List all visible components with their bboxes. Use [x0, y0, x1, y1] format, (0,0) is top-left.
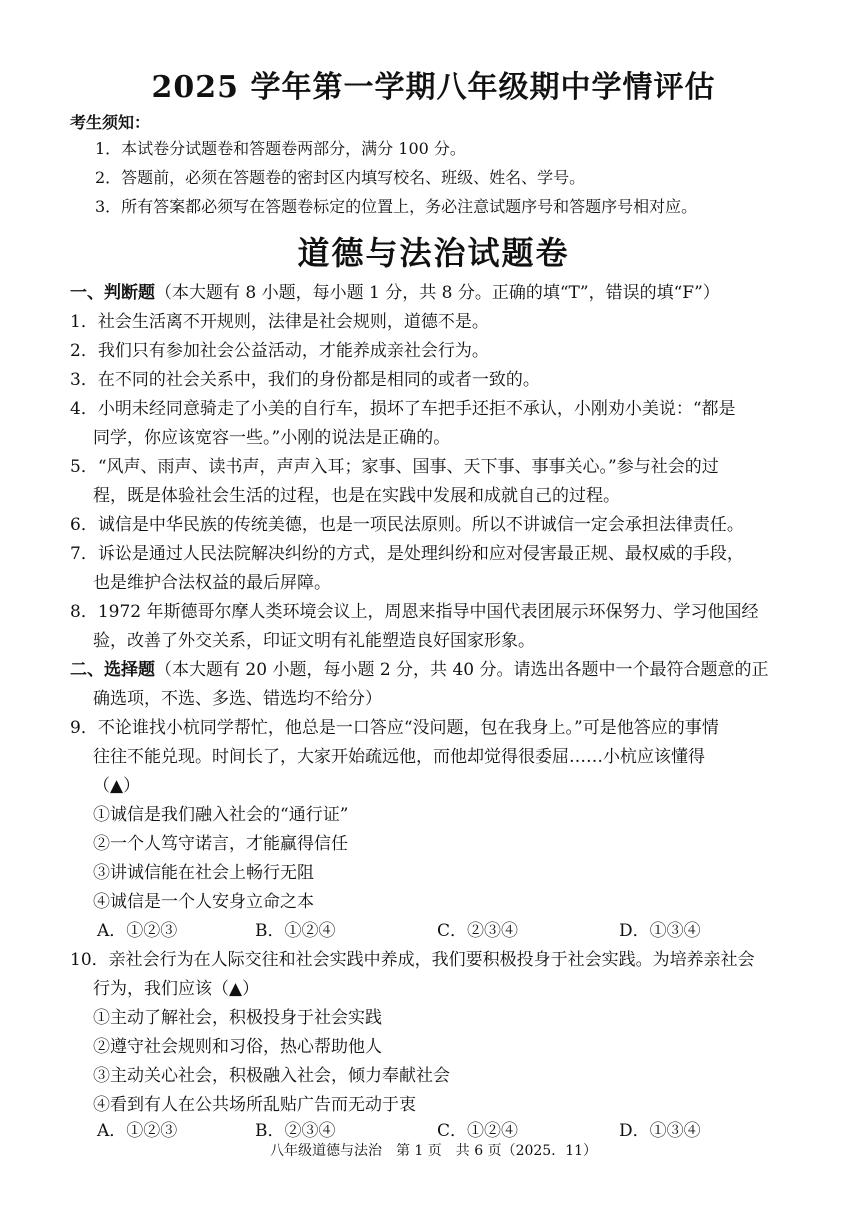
- section-1-desc: （本大题有 8 小题，每小题 1 分，共 8 分。正确的填“T”，错误的填“F”）: [155, 283, 720, 303]
- notice-heading: 考生须知：: [70, 113, 151, 132]
- q9-statement: ②一个人笃守诺言，才能赢得信任: [93, 834, 348, 854]
- option-d: D．①③④: [619, 1121, 701, 1141]
- question-line: 5．“风声、雨声、读书声，声声入耳；家事、国事、天下事、事事关心。”参与社会的过: [70, 457, 719, 477]
- option-b: B．②③④: [255, 1121, 336, 1141]
- q9-answer-blank: （▲）: [93, 776, 141, 796]
- paper-subtitle: 道德与法治试题卷: [297, 234, 570, 272]
- exam-title: 2025 学年第一学期八年级期中学情评估: [151, 70, 716, 105]
- page-footer: 八年级道德与法治 第 1 页 共 6 页（2025．11）: [269, 1143, 598, 1159]
- question-line: 8．1972 年斯德哥尔摩人类环境会议上，周恩来指导中国代表团展示环保努力、学习他国经: [70, 602, 759, 622]
- option-a: A．①②③: [97, 921, 178, 941]
- notice-item: 3．所有答案都必须写在答题卷标定的位置上，务必注意试题序号和答题序号相对应。: [95, 197, 698, 216]
- question-line: 同学，你应该宽容一些。”小刚的说法是正确的。: [93, 428, 451, 448]
- notice-item: 2．答题前，必须在答题卷的密封区内填写校名、班级、姓名、学号。: [95, 168, 586, 187]
- q10-statement: ③主动关心社会，积极融入社会，倾力奉献社会: [93, 1066, 450, 1086]
- section-2-desc: （本大题有 20 小题，每小题 2 分，共 40 分。请选出各题中一个最符合题意的正: [155, 660, 769, 680]
- q10-statement: ②遵守社会规则和习俗，热心帮助他人: [93, 1037, 382, 1057]
- section-2-desc-cont: 确选项，不选、多选、错选均不给分）: [93, 689, 382, 709]
- section-1-label: 一、判断题: [70, 283, 155, 303]
- question-line: 4．小明未经同意骑走了小美的自行车，损坏了车把手还拒不承认，小刚劝小美说：“都是: [70, 399, 736, 419]
- question-line: 验，改善了外交关系，印证文明有礼能塑造良好国家形象。: [93, 631, 535, 651]
- section-2-heading: [70, 656, 769, 684]
- option-b: B．①②④: [255, 921, 336, 941]
- notice-item: 1．本试卷分试题卷和答题卷两部分，满分 100 分。: [95, 139, 466, 158]
- option-c: C．①②④: [437, 1121, 519, 1141]
- question-line: 2．我们只有参加社会公益活动，才能养成亲社会行为。: [70, 341, 489, 361]
- q9-stem: 往往不能兑现。时间长了，大家开始疏远他，而他却觉得很委屈……小杭应该懂得: [93, 747, 705, 767]
- option-d: D．①③④: [619, 921, 701, 941]
- question-line: 3．在不同的社会关系中，我们的身份都是相同的或者一致的。: [70, 370, 540, 390]
- q10-statement: ④看到有人在公共场所乱贴广告而无动于衷: [93, 1095, 416, 1115]
- q10-stem: 行为，我们应该（▲）: [93, 979, 260, 999]
- q9-statement: ③讲诚信能在社会上畅行无阻: [93, 863, 314, 883]
- q10-statement: ①主动了解社会，积极投身于社会实践: [93, 1008, 382, 1028]
- question-line: 6．诚信是中华民族的传统美德，也是一项民法原则。所以不讲诚信一定会承担法律责任。: [70, 515, 744, 535]
- option-a: A．①②③: [97, 1121, 178, 1141]
- option-c: C．②③④: [437, 921, 519, 941]
- question-line: 7．诉讼是通过人民法院解决纠纷的方式，是处理纠纷和应对侵害最正规、最权威的手段，: [70, 544, 744, 564]
- question-line: 也是维护合法权益的最后屏障。: [93, 573, 331, 593]
- section-2-label: 二、选择题: [70, 660, 155, 680]
- question-line: 程，既是体验社会生活的过程，也是在实践中发展和成就自己的过程。: [93, 486, 620, 506]
- q9-statement: ④诚信是一个人安身立命之本: [93, 892, 314, 912]
- q10-stem: 10．亲社会行为在人际交往和社会实践中养成，我们要积极投身于社会实践。为培养亲社会: [70, 950, 755, 970]
- section-1-heading: [70, 279, 720, 307]
- q9-stem: 9．不论谁找小杭同学帮忙，他总是一口答应“没问题，包在我身上。”可是他答应的事情: [70, 718, 719, 738]
- q9-statement: ①诚信是我们融入社会的“通行证”: [93, 805, 349, 825]
- question-line: 1．社会生活离不开规则，法律是社会规则，道德不是。: [70, 312, 489, 332]
